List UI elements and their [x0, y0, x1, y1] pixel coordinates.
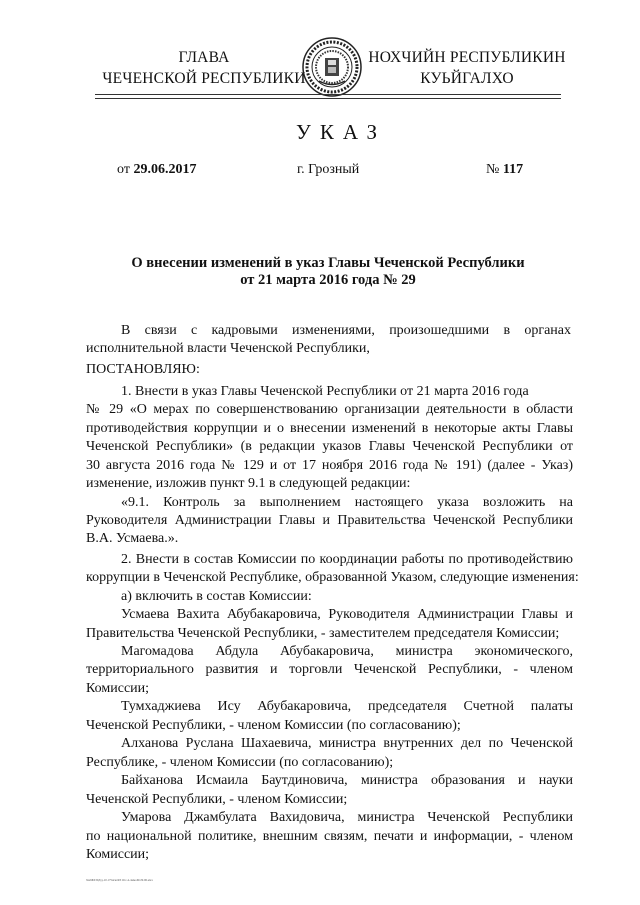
body-line: Чеченской Республики» (в редакции указов Главы Чеченской Республики от: [86, 439, 573, 454]
date-line: [117, 162, 196, 178]
date-value: 29.06.2017: [133, 162, 197, 177]
header-right-line2: КУЬЙГАЛХО: [420, 70, 514, 87]
body-line: Байханова Исмаила Баутдиновича, министра образования и науки: [121, 773, 573, 788]
body-line: Чеченской Республики, - членом Комиссии;: [86, 792, 348, 807]
document-title: УКАЗ: [296, 120, 387, 144]
document-subject: [100, 255, 556, 289]
footer-code: Хм6БХ30Д/д-10.175нгюФЗ Огс-4-лммоМ/29.06.мчч: [86, 878, 153, 882]
body-line: Магомадова Абдула Абубакаровича, министра экономического,: [121, 644, 573, 659]
document-number: [486, 162, 523, 178]
subject-line2: от 21 марта 2016 года № 29: [240, 272, 416, 288]
body-line: Комиссии;: [86, 847, 150, 862]
header-right: [362, 47, 572, 89]
body-line: Алханова Руслана Шахаевича, министра внутренних дел по Чеченской: [121, 736, 573, 751]
body-line: Руководителя Администрации Главы и Правительства Чеченской Республики: [86, 513, 573, 528]
body-line: 2. Внести в состав Комиссии по координации работы по противодействию: [121, 552, 573, 567]
body-line: Правительства Чеченской Республики, - заместителем председателя Комиссии;: [86, 626, 560, 641]
city: г. Грозный: [297, 162, 360, 177]
body-line: исполнительной власти Чеченской Республики,: [86, 341, 370, 356]
body-line: Комиссии;: [86, 681, 150, 696]
body-line: Республике, - членом Комиссии (по согласованию);: [86, 755, 394, 770]
number-value: 117: [502, 162, 524, 177]
body-line: а) включить в состав Комиссии:: [121, 589, 312, 604]
subject-line1: О внесении изменений в указ Главы Чеченской Республики: [131, 255, 525, 271]
body-line: территориального развития и торговли Чеченской Республики, - членом: [86, 662, 573, 677]
header-left-line1: ГЛАВА: [178, 49, 230, 66]
number-prefix: №: [486, 162, 500, 177]
body-line: ПОСТАНОВЛЯЮ:: [86, 362, 200, 377]
body-line: противодействия коррупции и о внесении изменений в некоторые акты Главы: [86, 421, 573, 436]
header-rule-top: [95, 94, 561, 95]
body-line: по национальной политике, внешним связям, печати и информации, - членом: [86, 829, 573, 844]
header-left: [100, 47, 308, 89]
body-line: Умарова Джамбулата Вахидовича, министра Чеченской Республики: [121, 810, 573, 825]
body-line: «9.1. Контроль за выполнением настоящего указа возложить на: [121, 495, 573, 510]
body-line: № 29 «О мерах по совершенствованию организации деятельности в области: [86, 402, 573, 417]
body-line: В.А. Усмаева.».: [86, 531, 179, 546]
body-line: Усмаева Вахита Абубакаровича, Руководителя Администрации Главы и: [121, 607, 573, 622]
body-line: Чеченской Республики, - членом Комиссии (по согласованию);: [86, 718, 461, 733]
header-rule-bottom: [95, 98, 561, 99]
header-left-line2: ЧЕЧЕНСКОЙ РЕСПУБЛИКИ: [102, 70, 306, 87]
body-line: коррупции в Чеченской Республике, образованной Указом, следующие изменения:: [86, 570, 579, 585]
body-line: 30 августа 2016 года № 129 и от 17 ноября 2016 года № 191) (далее - Указ): [86, 458, 573, 473]
date-prefix: от: [117, 162, 130, 177]
body-line: 1. Внести в указ Главы Чеченской Республики от 21 марта 2016 года: [121, 384, 529, 399]
body-line: изменение, изложив пункт 9.1 в следующей редакции:: [86, 476, 411, 491]
body-line: Тумхаджиева Ису Абубакаровича, председателя Счетной палаты: [121, 699, 573, 714]
header-right-line1: НОХЧИЙН РЕСПУБЛИКИН: [368, 49, 566, 66]
body-line: В связи с кадровыми изменениями, произошедшими в органах: [121, 323, 571, 338]
emblem-icon: [301, 36, 363, 98]
